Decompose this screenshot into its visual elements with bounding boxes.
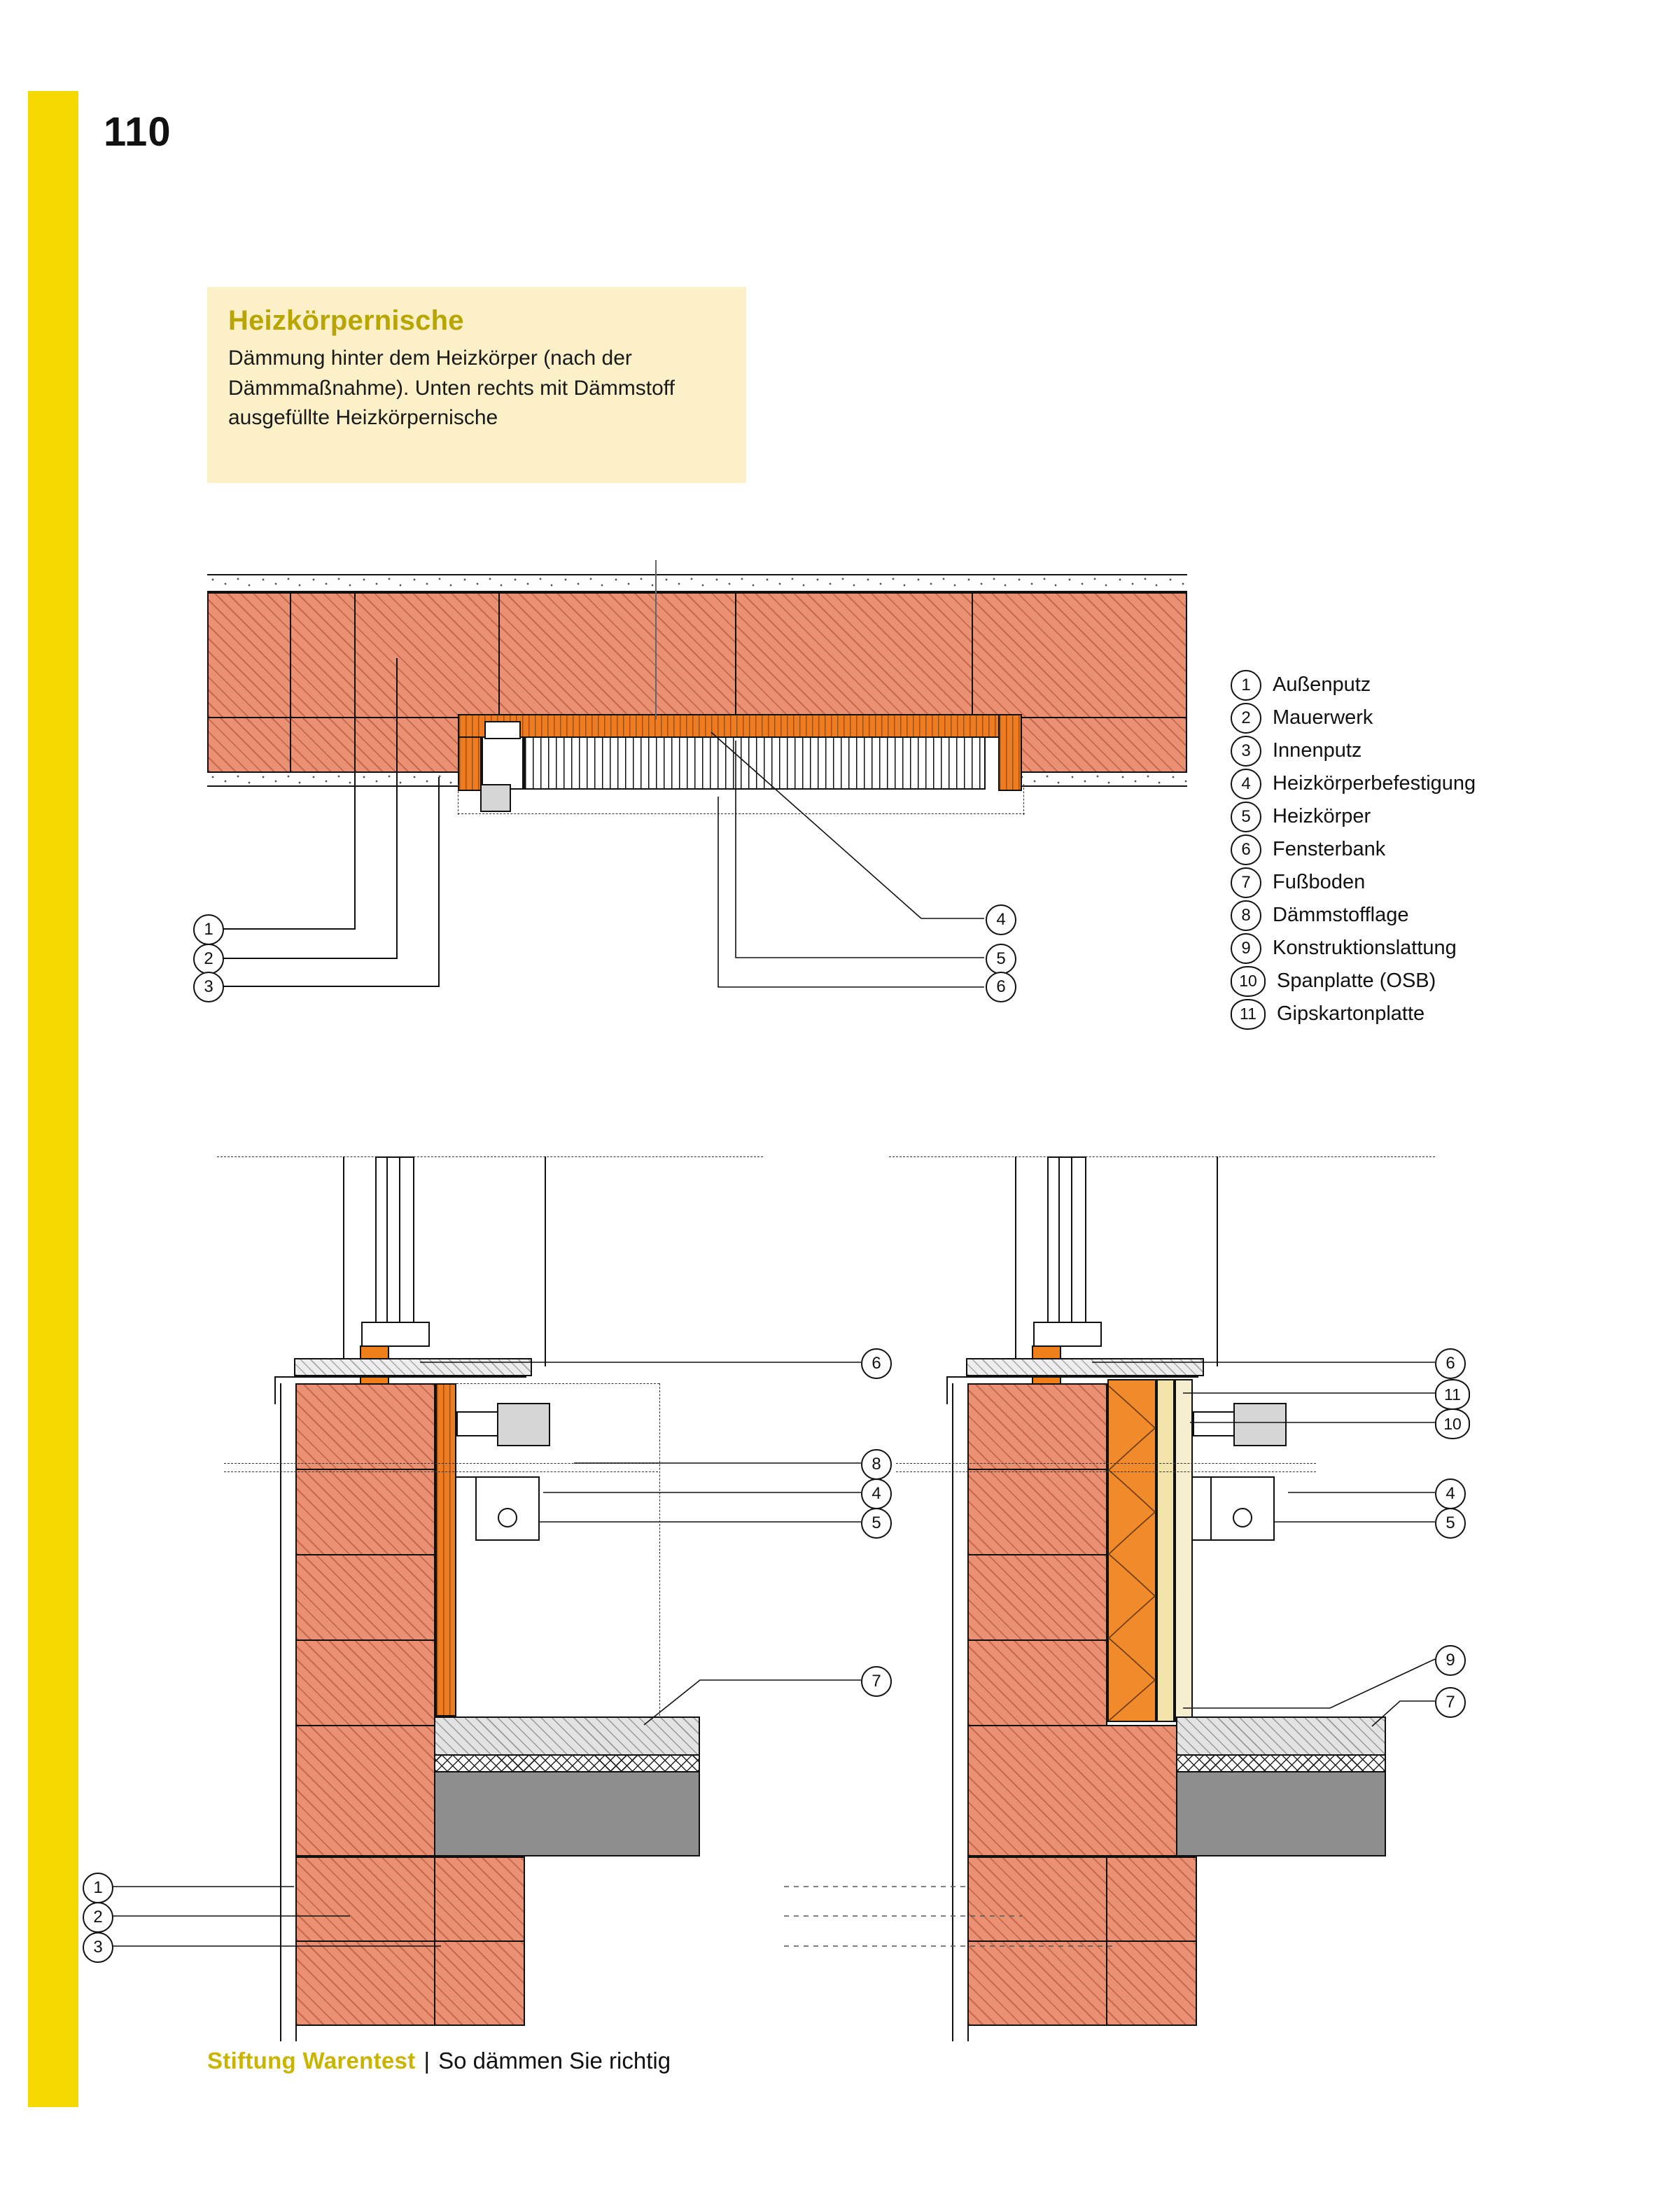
legend-number-icon: 2 — [1231, 703, 1261, 734]
leader-lines — [882, 1148, 1624, 1974]
callout-marker-1: 1 — [83, 1873, 113, 1903]
callout-marker-5: 5 — [861, 1508, 892, 1539]
callout-marker-5: 5 — [1435, 1508, 1466, 1539]
legend-label: Mauerwerk — [1273, 706, 1373, 729]
callout-marker-5: 5 — [986, 944, 1016, 974]
callout-marker-8: 8 — [861, 1449, 892, 1480]
legend-item — [1231, 701, 1651, 734]
figure-horizontal-section — [204, 574, 1187, 1036]
callout-marker-6: 6 — [1435, 1348, 1466, 1379]
callout-marker-3: 3 — [83, 1932, 113, 1963]
figure-vertical-section-right — [882, 1148, 1624, 1974]
legend-label: Spanplatte (OSB) — [1277, 970, 1436, 992]
callout-marker-4: 4 — [1435, 1478, 1466, 1509]
legend-item — [1231, 767, 1651, 800]
legend-number-icon: 8 — [1231, 900, 1261, 931]
legend-label: Gipskartonplatte — [1277, 1002, 1425, 1025]
legend-label: Heizkörperbefestigung — [1273, 772, 1476, 795]
legend-item — [1231, 932, 1651, 965]
legend-label: Heizkörper — [1273, 805, 1371, 827]
callout-marker-1: 1 — [193, 914, 224, 945]
legend-item — [1231, 965, 1651, 998]
callout-marker-9: 9 — [1435, 1645, 1466, 1676]
footer-title: So dämmen Sie richtig — [438, 2048, 671, 2073]
callout-marker-2: 2 — [83, 1902, 113, 1933]
legend-item — [1231, 800, 1651, 833]
legend-label: Innenputz — [1273, 739, 1362, 762]
callout-marker-4: 4 — [861, 1478, 892, 1509]
legend-number-icon: 1 — [1231, 670, 1261, 701]
legend-item — [1231, 669, 1651, 701]
legend-number-icon: 3 — [1231, 736, 1261, 767]
leader-lines — [210, 1148, 938, 1974]
caption-text: Dämmung hinter dem Heizkörper (nach der Dämmmaßnahme). Unten rechts mit Dämmstoff ausgefüllte Heizkörpernische — [228, 347, 675, 430]
page-accent-bar — [28, 91, 78, 2107]
legend-item — [1231, 866, 1651, 899]
figure-vertical-section-left — [93, 1148, 938, 1974]
legend-number-icon: 7 — [1231, 867, 1261, 898]
legend-item — [1231, 833, 1651, 866]
footer — [207, 2048, 671, 2074]
legend-label: Außenputz — [1273, 673, 1371, 696]
legend-number-icon: 10 — [1231, 966, 1266, 997]
legend-number-icon: 11 — [1231, 999, 1266, 1030]
page-number: 110 — [104, 109, 172, 155]
caption-title: Heizkörpernische — [228, 305, 464, 336]
footer-brand: Stiftung Warentest — [207, 2048, 416, 2073]
legend-number-icon: 6 — [1231, 834, 1261, 865]
footer-separator: | — [424, 2048, 430, 2073]
caption-box — [207, 287, 746, 483]
legend-item — [1231, 998, 1651, 1030]
legend — [1231, 669, 1651, 1030]
legend-number-icon: 4 — [1231, 769, 1261, 799]
legend-item — [1231, 899, 1651, 932]
legend-label: Fensterbank — [1273, 838, 1386, 860]
callout-marker-2: 2 — [193, 944, 224, 974]
legend-label: Dämmstofflage — [1273, 904, 1409, 926]
legend-label: Fußboden — [1273, 871, 1366, 893]
legend-label: Konstruktionslattung — [1273, 937, 1457, 959]
callout-marker-11: 11 — [1435, 1379, 1470, 1410]
callout-marker-7: 7 — [861, 1666, 892, 1697]
callout-marker-6: 6 — [986, 972, 1016, 1002]
callout-marker-6: 6 — [861, 1348, 892, 1379]
callout-marker-3: 3 — [193, 972, 224, 1002]
callout-marker-10: 10 — [1435, 1408, 1470, 1439]
legend-item — [1231, 734, 1651, 767]
legend-number-icon: 9 — [1231, 933, 1261, 964]
callout-marker-4: 4 — [986, 904, 1016, 935]
leader-lines-right — [207, 574, 1187, 1036]
legend-number-icon: 5 — [1231, 802, 1261, 832]
callout-marker-7: 7 — [1435, 1687, 1466, 1718]
